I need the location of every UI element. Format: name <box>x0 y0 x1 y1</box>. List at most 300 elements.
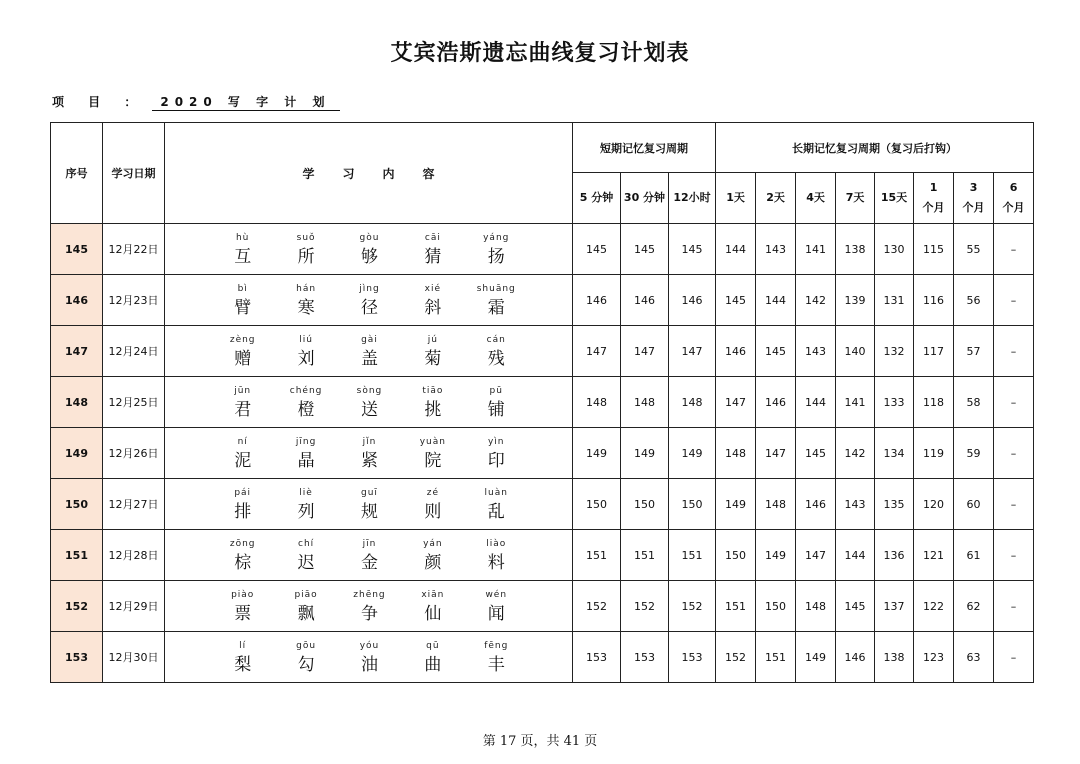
pinyin: ní <box>237 436 248 447</box>
long-review-cell: 131 <box>875 275 914 326</box>
long-review-cell: 118 <box>914 377 954 428</box>
row-seq: 150 <box>51 479 103 530</box>
short-review-cell: 149 <box>669 428 716 479</box>
character-cell <box>466 435 526 472</box>
long-review-cell: 132 <box>875 326 914 377</box>
row-date: 12月25日 <box>103 377 165 428</box>
pinyin: liè <box>299 487 313 498</box>
long-review-cell: 138 <box>875 632 914 683</box>
long-review-cell: 116 <box>914 275 954 326</box>
long-review-cell: 149 <box>796 632 836 683</box>
table-row <box>51 632 1034 683</box>
hanzi: 紧 <box>360 450 378 471</box>
pinyin: gài <box>361 334 378 345</box>
hanzi: 金 <box>360 552 378 573</box>
header-long-col-top: 3 <box>969 181 978 194</box>
long-review-cell: – <box>994 530 1034 581</box>
hanzi: 院 <box>424 450 442 471</box>
short-review-cell: 152 <box>669 581 716 632</box>
row-seq: 148 <box>51 377 103 428</box>
character-cell <box>403 537 463 574</box>
project-line <box>52 93 340 111</box>
character-cell <box>339 435 399 472</box>
table-row <box>51 377 1034 428</box>
short-review-cell: 153 <box>573 632 621 683</box>
long-review-cell: 137 <box>875 581 914 632</box>
short-review-cell: 146 <box>669 275 716 326</box>
long-review-cell: 139 <box>836 275 875 326</box>
character-cell <box>403 435 463 472</box>
long-review-cell: 140 <box>836 326 875 377</box>
character-cell <box>466 486 526 523</box>
character-cell <box>339 333 399 370</box>
header-long-col-bottom: 个月 <box>1002 201 1025 214</box>
header-long-col <box>954 173 994 224</box>
header-long-col-bottom: 15天 <box>880 191 908 204</box>
character-cell <box>276 588 336 625</box>
header-long-col-bottom: 1天 <box>726 191 745 204</box>
character-cell <box>276 639 336 676</box>
character-cell <box>213 384 273 421</box>
character-cell <box>466 231 526 268</box>
long-review-cell: 142 <box>796 275 836 326</box>
long-review-cell: 62 <box>954 581 994 632</box>
short-review-cell: 151 <box>573 530 621 581</box>
character-cell <box>276 231 336 268</box>
long-review-cell: 57 <box>954 326 994 377</box>
hanzi: 排 <box>234 501 252 522</box>
hanzi: 料 <box>487 552 505 573</box>
row-content <box>165 479 573 530</box>
pinyin: yóu <box>359 640 380 651</box>
hanzi: 互 <box>234 246 252 267</box>
character-cell <box>213 639 273 676</box>
long-review-cell: 145 <box>756 326 796 377</box>
hanzi: 泥 <box>234 450 252 471</box>
pinyin: jīn <box>362 538 377 549</box>
long-review-cell: – <box>994 275 1034 326</box>
pinyin: yìn <box>487 436 505 447</box>
header-long-col <box>914 173 954 224</box>
row-date: 12月30日 <box>103 632 165 683</box>
character-cell <box>213 231 273 268</box>
short-review-cell: 147 <box>669 326 716 377</box>
header-long-col <box>836 173 875 224</box>
hanzi: 橙 <box>297 399 315 420</box>
pinyin: jūn <box>234 385 252 396</box>
hanzi: 勾 <box>297 654 315 675</box>
pinyin: liú <box>299 334 313 345</box>
hanzi: 印 <box>487 450 505 471</box>
pinyin: suǒ <box>296 232 316 243</box>
long-review-cell: 150 <box>756 581 796 632</box>
long-review-cell: – <box>994 581 1034 632</box>
header-content: 学习内容 <box>165 123 573 224</box>
character-cell <box>403 486 463 523</box>
header-short-col: 5 分钟 <box>573 173 621 224</box>
long-review-cell: 150 <box>716 530 756 581</box>
long-review-cell: – <box>994 377 1034 428</box>
hanzi: 争 <box>360 603 378 624</box>
long-review-cell: 141 <box>796 224 836 275</box>
pinyin: yán <box>423 538 443 549</box>
pinyin: pái <box>234 487 252 498</box>
character-cell <box>339 639 399 676</box>
character-cell <box>276 333 336 370</box>
row-content <box>165 377 573 428</box>
character-cell <box>466 333 526 370</box>
long-review-cell: 144 <box>796 377 836 428</box>
hanzi: 菊 <box>424 348 442 369</box>
row-seq: 145 <box>51 224 103 275</box>
character-cell <box>403 333 463 370</box>
header-long-col <box>716 173 756 224</box>
row-seq: 151 <box>51 530 103 581</box>
long-review-cell: 60 <box>954 479 994 530</box>
hanzi: 臂 <box>234 297 252 318</box>
short-review-cell: 145 <box>669 224 716 275</box>
short-review-cell: 153 <box>669 632 716 683</box>
long-review-cell: 146 <box>836 632 875 683</box>
header-long-col-top: 6 <box>1009 181 1018 194</box>
pinyin: jú <box>427 334 438 345</box>
short-review-cell: 148 <box>621 377 669 428</box>
long-review-cell: 143 <box>756 224 796 275</box>
short-review-cell: 147 <box>621 326 669 377</box>
row-seq: 146 <box>51 275 103 326</box>
pinyin: lí <box>239 640 247 651</box>
hanzi: 径 <box>360 297 378 318</box>
long-review-cell: – <box>994 224 1034 275</box>
pinyin: jīng <box>295 436 317 447</box>
long-review-cell: 147 <box>716 377 756 428</box>
short-review-cell: 146 <box>621 275 669 326</box>
row-seq: 152 <box>51 581 103 632</box>
long-review-cell: 151 <box>756 632 796 683</box>
header-long-col <box>994 173 1034 224</box>
hanzi: 刘 <box>297 348 315 369</box>
hanzi: 梨 <box>234 654 252 675</box>
hanzi: 曲 <box>424 654 442 675</box>
hanzi: 规 <box>360 501 378 522</box>
hanzi: 盖 <box>360 348 378 369</box>
short-review-cell: 151 <box>621 530 669 581</box>
long-review-cell: 145 <box>716 275 756 326</box>
review-schedule-table <box>50 122 1034 683</box>
pinyin: hán <box>296 283 317 294</box>
table-body <box>51 224 1034 683</box>
pinyin: zhēng <box>353 589 386 600</box>
long-review-cell: 144 <box>836 530 875 581</box>
page-footer: 第 17 页，共 41 页 <box>482 734 598 749</box>
short-review-cell: 146 <box>573 275 621 326</box>
long-review-cell: – <box>994 428 1034 479</box>
hanzi: 仙 <box>424 603 442 624</box>
character-cell <box>276 537 336 574</box>
pinyin: xié <box>424 283 442 294</box>
long-review-cell: 148 <box>716 428 756 479</box>
character-cell <box>339 282 399 319</box>
hanzi: 飘 <box>297 603 315 624</box>
short-review-cell: 149 <box>621 428 669 479</box>
hanzi: 闻 <box>487 603 505 624</box>
short-review-cell: 145 <box>621 224 669 275</box>
table-row <box>51 479 1034 530</box>
row-date: 12月27日 <box>103 479 165 530</box>
row-seq: 147 <box>51 326 103 377</box>
long-review-cell: 122 <box>914 581 954 632</box>
hanzi: 残 <box>487 348 505 369</box>
pinyin: xiān <box>421 589 445 600</box>
row-content <box>165 581 573 632</box>
header-long-col <box>756 173 796 224</box>
long-review-cell: 143 <box>836 479 875 530</box>
hanzi: 票 <box>234 603 252 624</box>
short-review-cell: 153 <box>621 632 669 683</box>
hanzi: 颜 <box>424 552 442 573</box>
hanzi: 则 <box>424 501 442 522</box>
table-row <box>51 581 1034 632</box>
table-row <box>51 326 1034 377</box>
character-cell <box>403 384 463 421</box>
hanzi: 霜 <box>487 297 505 318</box>
long-review-cell: 142 <box>836 428 875 479</box>
long-review-cell: 123 <box>914 632 954 683</box>
table-row <box>51 224 1034 275</box>
header-short-col: 30 分钟 <box>621 173 669 224</box>
row-date: 12月23日 <box>103 275 165 326</box>
long-review-cell: 56 <box>954 275 994 326</box>
hanzi: 扬 <box>487 246 505 267</box>
character-cell <box>276 384 336 421</box>
pinyin: sòng <box>356 385 383 396</box>
character-cell <box>339 537 399 574</box>
long-review-cell: 61 <box>954 530 994 581</box>
short-review-cell: 150 <box>669 479 716 530</box>
row-content <box>165 632 573 683</box>
pinyin: yuàn <box>419 436 446 447</box>
pinyin: zōng <box>229 538 256 549</box>
long-review-cell: 144 <box>716 224 756 275</box>
pinyin: guī <box>361 487 378 498</box>
pinyin: gòu <box>359 232 380 243</box>
character-cell <box>276 282 336 319</box>
long-review-cell: 145 <box>836 581 875 632</box>
short-review-cell: 152 <box>573 581 621 632</box>
character-cell <box>466 639 526 676</box>
pinyin: zèng <box>229 334 256 345</box>
long-review-cell: 147 <box>796 530 836 581</box>
character-cell <box>213 486 273 523</box>
long-review-cell: 148 <box>796 581 836 632</box>
hanzi: 乱 <box>487 501 505 522</box>
short-review-cell: 145 <box>573 224 621 275</box>
long-review-cell: – <box>994 632 1034 683</box>
row-date: 12月24日 <box>103 326 165 377</box>
header-date: 学习日期 <box>103 123 165 224</box>
long-review-cell: – <box>994 479 1034 530</box>
row-seq: 149 <box>51 428 103 479</box>
long-review-cell: 136 <box>875 530 914 581</box>
row-content <box>165 530 573 581</box>
pinyin: hù <box>235 232 250 243</box>
project-value: 2020 写 字 计 划 <box>152 93 340 111</box>
row-content <box>165 275 573 326</box>
character-cell <box>276 486 336 523</box>
character-cell <box>213 435 273 472</box>
long-review-cell: 55 <box>954 224 994 275</box>
pinyin: cāi <box>424 232 441 243</box>
short-review-cell: 151 <box>669 530 716 581</box>
header-long-col-bottom: 个月 <box>962 201 985 214</box>
row-date: 12月22日 <box>103 224 165 275</box>
character-cell <box>213 282 273 319</box>
project-label: 项 目 ： <box>52 95 147 109</box>
pinyin: fēng <box>484 640 509 651</box>
long-review-cell: 144 <box>756 275 796 326</box>
short-review-cell: 148 <box>573 377 621 428</box>
character-cell <box>403 282 463 319</box>
long-review-cell: 134 <box>875 428 914 479</box>
header-long-col-bottom: 4天 <box>806 191 825 204</box>
pinyin: zé <box>426 487 439 498</box>
header-short-col: 12小时 <box>669 173 716 224</box>
long-review-cell: 120 <box>914 479 954 530</box>
header-row-1 <box>51 123 1034 173</box>
long-review-cell: 115 <box>914 224 954 275</box>
header-seq: 序号 <box>51 123 103 224</box>
hanzi: 铺 <box>487 399 505 420</box>
table-row <box>51 428 1034 479</box>
hanzi: 寒 <box>297 297 315 318</box>
hanzi: 斜 <box>424 297 442 318</box>
long-review-cell: 148 <box>756 479 796 530</box>
header-long-term: 长期记忆复习周期（复习后打钩） <box>716 123 1034 173</box>
row-date: 12月28日 <box>103 530 165 581</box>
header-long-col <box>875 173 914 224</box>
pinyin: tiāo <box>422 385 444 396</box>
hanzi: 猜 <box>424 246 442 267</box>
short-review-cell: 147 <box>573 326 621 377</box>
pinyin: cán <box>486 334 506 345</box>
header-long-col-top: 1 <box>929 181 938 194</box>
pinyin: piào <box>231 589 255 600</box>
row-content <box>165 428 573 479</box>
character-cell <box>339 384 399 421</box>
page-title: 艾宾浩斯遗忘曲线复习计划表 <box>390 41 690 66</box>
hanzi: 赠 <box>234 348 252 369</box>
table-row <box>51 530 1034 581</box>
long-review-cell: 63 <box>954 632 994 683</box>
pinyin: liào <box>486 538 507 549</box>
header-short-term: 短期记忆复习周期 <box>573 123 716 173</box>
short-review-cell: 149 <box>573 428 621 479</box>
long-review-cell: 151 <box>716 581 756 632</box>
row-date: 12月26日 <box>103 428 165 479</box>
character-cell <box>213 537 273 574</box>
header-long-col-bottom: 7天 <box>845 191 865 204</box>
pinyin: jìng <box>359 283 380 294</box>
long-review-cell: 149 <box>756 530 796 581</box>
pinyin: chéng <box>289 385 323 396</box>
pinyin: bì <box>237 283 248 294</box>
long-review-cell: 146 <box>796 479 836 530</box>
pinyin: qū <box>426 640 440 651</box>
character-cell <box>466 384 526 421</box>
pinyin: yáng <box>483 232 510 243</box>
long-review-cell: 146 <box>756 377 796 428</box>
long-review-cell: 119 <box>914 428 954 479</box>
hanzi: 所 <box>297 246 315 267</box>
hanzi: 君 <box>234 399 252 420</box>
hanzi: 挑 <box>424 399 442 420</box>
hanzi: 油 <box>360 654 378 675</box>
short-review-cell: 148 <box>669 377 716 428</box>
long-review-cell: 117 <box>914 326 954 377</box>
short-review-cell: 152 <box>621 581 669 632</box>
long-review-cell: 145 <box>796 428 836 479</box>
row-content <box>165 326 573 377</box>
long-review-cell: 133 <box>875 377 914 428</box>
long-review-cell: 141 <box>836 377 875 428</box>
character-cell <box>466 282 526 319</box>
hanzi: 晶 <box>297 450 315 471</box>
character-cell <box>403 231 463 268</box>
header-long-col <box>796 173 836 224</box>
table-row <box>51 275 1034 326</box>
character-cell <box>466 537 526 574</box>
long-review-cell: 147 <box>756 428 796 479</box>
pinyin: piāo <box>294 589 318 600</box>
character-cell <box>466 588 526 625</box>
long-review-cell: 58 <box>954 377 994 428</box>
hanzi: 够 <box>360 246 378 267</box>
character-cell <box>339 486 399 523</box>
pinyin: jǐn <box>362 436 377 447</box>
row-date: 12月29日 <box>103 581 165 632</box>
hanzi: 送 <box>360 399 378 420</box>
hanzi: 列 <box>297 501 315 522</box>
short-review-cell: 150 <box>573 479 621 530</box>
long-review-cell: – <box>994 326 1034 377</box>
long-review-cell: 143 <box>796 326 836 377</box>
pinyin: pū <box>489 385 503 396</box>
long-review-cell: 130 <box>875 224 914 275</box>
short-review-cell: 150 <box>621 479 669 530</box>
pinyin: gōu <box>296 640 317 651</box>
long-review-cell: 121 <box>914 530 954 581</box>
header-long-col-bottom: 2天 <box>766 191 785 204</box>
header-long-col-bottom: 个月 <box>922 201 945 214</box>
pinyin: wén <box>485 589 508 600</box>
character-cell <box>403 588 463 625</box>
character-cell <box>276 435 336 472</box>
character-cell <box>339 588 399 625</box>
row-content <box>165 224 573 275</box>
long-review-cell: 146 <box>716 326 756 377</box>
long-review-cell: 59 <box>954 428 994 479</box>
pinyin: luàn <box>484 487 508 498</box>
hanzi: 迟 <box>297 552 315 573</box>
long-review-cell: 152 <box>716 632 756 683</box>
pinyin: chí <box>298 538 315 549</box>
hanzi: 丰 <box>487 654 505 675</box>
row-seq: 153 <box>51 632 103 683</box>
long-review-cell: 135 <box>875 479 914 530</box>
long-review-cell: 149 <box>716 479 756 530</box>
character-cell <box>213 333 273 370</box>
hanzi: 棕 <box>234 552 252 573</box>
